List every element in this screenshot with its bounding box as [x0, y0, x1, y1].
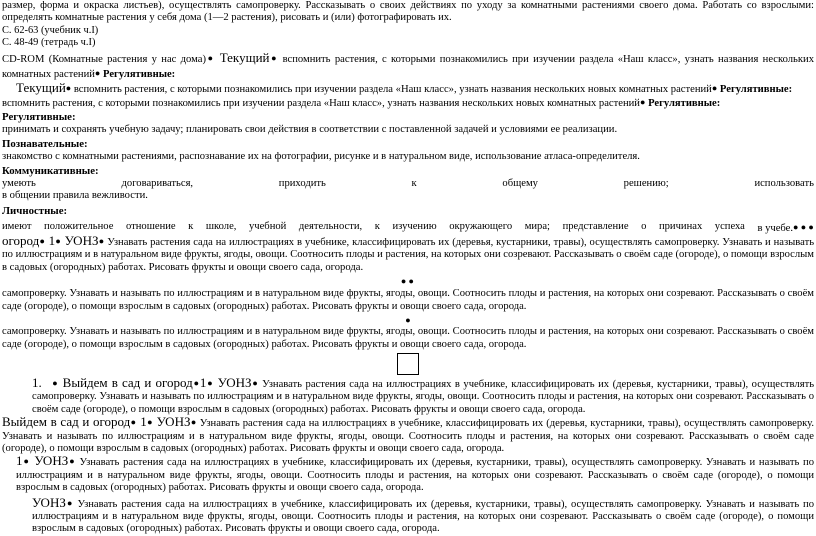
word: решению;	[623, 178, 669, 190]
item-text: Узнавать растения сада на иллюстрациях в учебнике, классифицировать их (деревья, кустарники, травы), осуществлять самопроверку. Узнавать и называть по иллюстрациям и в натуральном виде фрукты, ягоды, овощи. Соотносить плоды и растения, на которых они созревают. Рассказывать о своём саде (огороде), о помощи взрослым в садовых (огородных) работах. Рисовать фрукты и овощи своего сада, огорода.	[32, 498, 815, 535]
word: договариваться,	[121, 178, 194, 190]
lesson-number: 1	[16, 453, 23, 469]
current-label: Текущий	[16, 80, 66, 96]
cdrom-paragraph	[2, 52, 814, 81]
bullet-pair-row	[2, 274, 814, 288]
bullet-icon: ●	[68, 456, 76, 467]
current-label: Текущий	[214, 50, 270, 66]
lesson-type-label: УОНЗ	[32, 494, 66, 510]
numbered-item-4	[2, 494, 815, 536]
word: умеють	[2, 178, 36, 190]
item-title: Выйдем в сад и огород	[58, 374, 193, 390]
intro-paragraph: размер, форма и окраска листьев), осуществлять самопроверку. Рассказывать о своих действиях по уходу за комнатными растениями своего дома. Работать со взрослыми: определять комнатные растения у себя дома (1—2 растения), рисовать и (или) фотографировать их.	[2, 0, 814, 24]
cdrom-text: вспомнить растения, с которыми познакомились при изучении раздела «Наш класс», узнать названия нескольких комнатных растений	[2, 54, 815, 80]
current-paragraph	[2, 82, 814, 96]
cognitive-heading: Познавательные:	[2, 138, 88, 151]
regulatory-text: принимать и сохранять учебную задачу; планировать свои действия в соответствии с поставленной задачей и условиями ее реализации.	[2, 123, 618, 135]
uonz-text: Узнавать растения сада на иллюстрациях в учебнике, классифицировать их (деревья, кустарники, травы), осуществлять самопроверку. Узнавать и называть по иллюстрациям и в натуральном виде фрукты, ягоды, овощи. Соотносить плоды и растения, на которых они созревают. Рассказывать о своём саде (огороде), о помощи взрослым в садовых (огородных) работах. Рисовать фрукты и овощи своего сада, огорода.	[2, 237, 815, 273]
bullet-icon: ●	[65, 497, 74, 508]
repeat-paragraph-2: самопроверку. Узнавать и называть по иллюстрациям и в натуральном виде фрукты, ягоды, овощи. Соотносить плоды и растения, на которых они созревают. Рассказывать о своём саде (огороде), о помощи взрослым в садовых (огородных) работах. Рисовать фрукты и овощи своего сада, огорода.	[2, 326, 814, 350]
word: в учебе.	[757, 222, 794, 234]
word: использовать	[754, 178, 814, 190]
word: представление	[562, 220, 629, 232]
word: изучению	[392, 220, 437, 232]
lesson-number: 1	[45, 233, 56, 249]
bullet-icon: ●	[52, 377, 59, 388]
word: положительное	[44, 220, 114, 232]
word: к	[374, 220, 380, 232]
word: к	[411, 178, 417, 190]
bullet-icon: ● ● ●	[793, 221, 814, 232]
lesson-number: 1	[199, 374, 207, 390]
personal-heading: Личностные:	[2, 204, 68, 217]
uonz-paragraph-1	[2, 235, 814, 274]
bullet-icon: ●	[639, 97, 646, 108]
current-text: вспомнить растения, с которыми познакомились при изучении раздела «Наш класс», узнать названия нескольких новых комнатных растений	[2, 98, 640, 110]
bullet-icon: ●	[94, 67, 101, 78]
regulatory-heading: Регулятивные:	[2, 110, 76, 123]
garden-label: огород	[2, 233, 40, 249]
word: к	[188, 220, 194, 232]
communicative-text-tail: в общении правила вежливости.	[2, 190, 148, 202]
repeat-paragraph-1: самопроверку. Узнавать и называть по иллюстрациям и в натуральном виде фрукты, ягоды, овощи. Соотносить плоды и растения, на которых они созревают. Рассказывать о своём саде (огороде), о помощи взрослым в садовых (огородных) работах. Рисовать фрукты и овощи своего сада, огорода.	[2, 288, 814, 312]
item-number: 1.	[32, 374, 42, 390]
bullet-icon: ●	[206, 53, 215, 64]
regulatory-label: Регулятивные:	[717, 84, 793, 96]
current-paragraph-repeat	[2, 96, 814, 110]
word: деятельности,	[298, 220, 363, 232]
numbered-item-1	[2, 374, 815, 416]
cdrom-label: CD-ROM (Комнатные растения у нас дома)	[2, 54, 207, 66]
word: общему	[502, 178, 538, 190]
lesson-type-label: УОНЗ	[61, 233, 99, 249]
word: о	[641, 220, 647, 232]
bullet-icon: ●	[190, 417, 197, 428]
lesson-number: 1	[136, 414, 147, 430]
bullet-icon: ●	[146, 417, 153, 428]
bullet-icon: ●	[130, 417, 137, 428]
bullet-icon: ●	[65, 83, 72, 94]
item-text: Узнавать растения сада на иллюстрациях в учебнике, классифицировать их (деревья, кустарники, травы), осуществлять самопроверку. Узнавать и называть по иллюстрациям и в натуральном виде фрукты, ягоды, овощи. Соотносить плоды и растения, на которых они созревают. Рассказывать о своём саде (огороде), о помощи взрослым в садовых (огородных) работах. Рисовать фрукты и овощи своего сада, огорода.	[16, 457, 814, 494]
word: учебной	[248, 220, 287, 232]
communicative-heading: Коммуникативные:	[2, 165, 99, 178]
word: мира;	[524, 220, 551, 232]
textbook-reference: С. 62-63 (учебник ч.I)	[2, 24, 99, 36]
bullet-icon: ●	[405, 315, 411, 326]
workbook-reference: С. 48-49 (тетрадь ч.I)	[2, 37, 96, 49]
bullet-icon: ●	[55, 236, 62, 247]
cognitive-text: знакомство с комнатными растениями, распознавание их на фотографии, рисунке и в натуральном виде, использование атласа-определителя.	[2, 150, 640, 162]
personal-text-line	[2, 221, 814, 235]
lesson-type-label: УОНЗ	[213, 374, 252, 390]
bullet-single-row	[2, 313, 814, 326]
lesson-type-label: УОНЗ	[30, 453, 69, 469]
bullet-icon: ●	[192, 377, 200, 388]
word: причинах	[658, 220, 703, 232]
bullet-icon: ●	[39, 236, 46, 247]
numbered-item-2	[2, 416, 814, 455]
word: школе,	[205, 220, 237, 232]
bullet-icon: ●	[22, 456, 31, 467]
lesson-type-label: УОНЗ	[152, 414, 191, 430]
communicative-text-line	[2, 178, 814, 190]
bullet-icon: ●	[206, 377, 214, 388]
regulatory-label: Регулятивные:	[645, 98, 721, 110]
bullet-icon: ●	[711, 83, 718, 94]
empty-checkbox-icon	[397, 353, 419, 375]
regulatory-label: Регулятивные:	[100, 68, 176, 80]
word: успеха	[714, 220, 745, 232]
current-text: вспомнить растения, с которыми познакомились при изучении раздела «Наш класс», узнать названия нескольких новых комнатных растений	[71, 84, 712, 96]
word: приходить	[278, 178, 326, 190]
bullet-icon: ●	[269, 53, 279, 64]
bullet-icon: ● ●	[400, 276, 414, 287]
numbered-item-3	[2, 455, 814, 494]
word: окружающего	[449, 220, 513, 232]
item-title: Выйдем в сад и огород	[2, 414, 131, 430]
word: отношение	[125, 220, 176, 232]
word: имеют	[2, 220, 32, 232]
item-text: Узнавать растения сада на иллюстрациях в учебнике, классифицировать их (деревья, кустарники, травы), осуществлять самопроверку. Узнавать и называть по иллюстрациям и в натуральном виде фрукты, ягоды, овощи. Соотносить плоды и растения, на которых они созревают. Рассказывать о своём саде (огороде), о помощи взрослым в садовых (огородных) работах. Рисовать фрукты и овощи своего сада, огорода.	[2, 418, 815, 454]
bullet-icon: ●	[98, 236, 105, 247]
item-text: Узнавать растения сада на иллюстрациях в учебнике, классифицировать их (деревья, кустарники, травы), осуществлять самопроверку. Узнавать и называть по иллюстрациям и в натуральном виде фрукты, ягоды, овощи. Соотносить плоды и растения, на которых они созревают. Рассказывать о своём саде (огороде), о помощи взрослым в садовых (огородных) работах. Рисовать фрукты и овощи своего сада, огорода.	[32, 378, 815, 415]
bullet-icon: ●	[251, 377, 259, 388]
